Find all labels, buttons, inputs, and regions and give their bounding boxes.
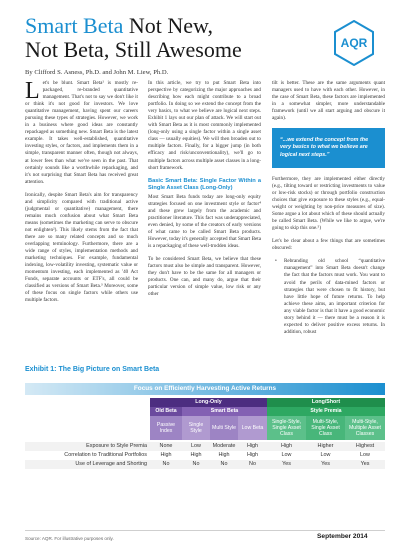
column-header: Low Beta: [238, 416, 267, 440]
issue-date: September 2014: [317, 533, 368, 540]
focus-banner: Focus on Efficiently Harvesting Active Returns: [25, 383, 385, 395]
table-cell: No: [220, 461, 228, 467]
aqr-logo: [333, 20, 375, 66]
table-cell: Yes: [360, 461, 370, 467]
pull-quote: “...we extend the concept from the very basics to what we believe are logical next steps.”: [272, 128, 385, 168]
row-label: Correlation to Traditional Portfolios: [64, 452, 147, 458]
title-line2: Not Beta, Still Awesome: [25, 37, 242, 62]
table-cell: Yes: [282, 461, 291, 467]
table-cell: High: [246, 443, 259, 449]
table-cell: High: [246, 452, 259, 458]
article-column-2: [148, 80, 261, 304]
column-header: Passive Index: [150, 416, 182, 440]
list-item: • Rebranding old school “quantitative management” into Smart Beta doesn't change the fact that the factors must work. You want to avoid the perils of data-mined factors or strategies that were chosen to fit history, but have little hope of future returns. To help achieve these aims, an important criterion for any viable factor is that it have a good economic story behind it — there must be a reason it is expected to deliver positive excess returns. In addition, robust: [272, 258, 385, 336]
column-header: Multi-Style, Multiple Asset Classes: [345, 416, 385, 440]
column-header: Multi-Style, Single Asset Class: [306, 416, 345, 440]
column-header: Single-Style, Single Asset Class: [267, 416, 306, 440]
table-cell: High: [280, 443, 293, 449]
article-body: [25, 80, 385, 370]
band-long-only: Long-Only: [150, 398, 267, 407]
paragraph: Let's be clear about a few things that are sometimes obscured:: [272, 238, 385, 252]
table-row: [25, 460, 385, 469]
section-subhead: Basic Smart Beta: Single Factor Within a Single Asset Class (Long-Only): [148, 177, 261, 191]
article-column-1: [25, 80, 138, 310]
title-rest: Not New,: [128, 13, 213, 38]
table-cell: No: [192, 461, 200, 467]
table-cell: None: [159, 443, 173, 449]
paragraph: tilt is better. These are the same arguments quant managers used to have with each other. However, in the case of Smart Beta, these factors are implemented in a somewhat simpler, more understandable framework (until we all start arguing and obscure it again).: [272, 80, 385, 122]
table-cell: Moderate: [212, 443, 236, 449]
band-long-short: Long/Short: [267, 398, 385, 407]
paragraph: Let's be blunt. Smart Beta¹ is mostly re-packaged, re-branded quantitative management. That's not to say we don't like it or think it's not good for investors. We love quantitative management, having spent our careers pursuing these types of strategies. However, we work in a business where good ideas are constantly repackaged as something new. Smart Beta is the latest example. It takes well-established, quantitative investing styles, or factors, and implements them in a simple, transparent manner often, though not always, at lower fees than what we've seen in the past. That certainly sounds like a worthwhile repackaging, and it's not surprising that Smart Beta has received great attention.: [25, 78, 138, 185]
logo-text: AQR: [340, 36, 368, 50]
paragraph: Ironically, despite Smart Beta's aim for transparency and simplicity compared with traditional active (judgmental or quantitative) management, there remains much confusion about what Smart Beta means (sometimes the marketing can serve to obscure not enlighten²). This likely stems from the fact that there are so many related concepts and so much overlapping terminology. Furthermore, there are a wide range of styles, implementation methods and marketing techniques. For example, fundamental indexing, low-volatility investing, systematic value or momentum investing, each implemented as '40 Act Funds, separate accounts or ETF's, all could be classified as versions of Smart Beta.³ Moreover, some of these focus on single factors while others use multiple factors.: [25, 191, 138, 304]
table-cell: Low: [320, 452, 331, 458]
header-smart-beta: Smart Beta: [182, 407, 267, 416]
paragraph: Furthermore, they are implemented either directly (e.g., tilting toward or restricting investments to value or low-risk stocks) or through portfolio construction choices that give exposure to these styles (e.g., equal-weight or weighting by non-price measures of size). Some argue a lot about which of these should actually be called Smart Beta. (While we like to argue, we're going to skip this one.⁵): [272, 175, 385, 232]
table-cell: No: [162, 461, 170, 467]
table-cell: High: [218, 452, 230, 458]
source-note: Source: AQR. For illustrative purposes only.: [25, 536, 114, 541]
row-label: Use of Leverage and Shorting: [75, 461, 147, 467]
table-cell: Yes: [321, 461, 330, 467]
paragraph: In this article, we try to put Smart Beta into perspective by categorizing the major approaches and describing how each might contribute to a broad portfolio. In doing so we extend the concept from the very basics, to what we believe are logical next steps. Exhibit 1 lays out our plan of attack. We will start out with Smart Beta as it is most commonly implemented (long-only using a single factor within a single asset class — usually equities). We will then broaden out to multiple factors. Finally, for a bigger jump (in both efficacy and risk/unconventionality), we'll go to multiple factors across multiple asset classes in a long-short framework.: [148, 80, 261, 171]
page-title: [25, 14, 325, 62]
table-cell: Low: [360, 452, 370, 458]
byline: By Clifford S. Asness, Ph.D. and John M. Liew, Ph.D.: [25, 69, 169, 76]
table-cell: High: [160, 452, 172, 458]
header-style-premia: Style Premia: [267, 407, 385, 416]
table-cell: High: [190, 452, 202, 458]
row-label: Exposure to Style Premia: [86, 443, 147, 449]
table-cell: No: [249, 461, 256, 467]
article-column-3: [272, 80, 385, 340]
bullet-list: [272, 258, 385, 336]
header-old-beta: Old Beta: [150, 407, 182, 416]
table-row: [25, 442, 385, 451]
drop-cap: L: [25, 78, 40, 104]
paragraph: To be considered Smart Beta, we believe that these factors must also be simple and transparent. However, they don't have to be the same for all managers or products. One can, and many do, argue that their particular version of simple value, low risk or any other: [148, 255, 261, 298]
footer-divider: [25, 530, 385, 531]
table-row: [25, 451, 385, 460]
table-cell: Highest: [355, 443, 375, 449]
table-cell: Higher: [317, 443, 334, 449]
column-header: Single Style: [182, 416, 210, 440]
exhibit-title: Exhibit 1: The Big Picture on Smart Beta: [25, 366, 160, 373]
table-cell: Low: [281, 452, 292, 458]
table-cell: Low: [191, 443, 201, 449]
paragraph: Most Smart Beta funds today are long-only equity strategies focused on one investment style or factor⁴ and these grew largely from the academic and practitioner literature. This fact was underappreciated, even denied, by some of the creators of early versions of what came to be called Smart Beta products. However, today it's generally accepted that Smart Beta is a repackaging of these well-trodden ideas.: [148, 193, 261, 249]
title-accent: Smart Beta: [25, 13, 124, 38]
column-header: Multi Style: [210, 416, 238, 440]
